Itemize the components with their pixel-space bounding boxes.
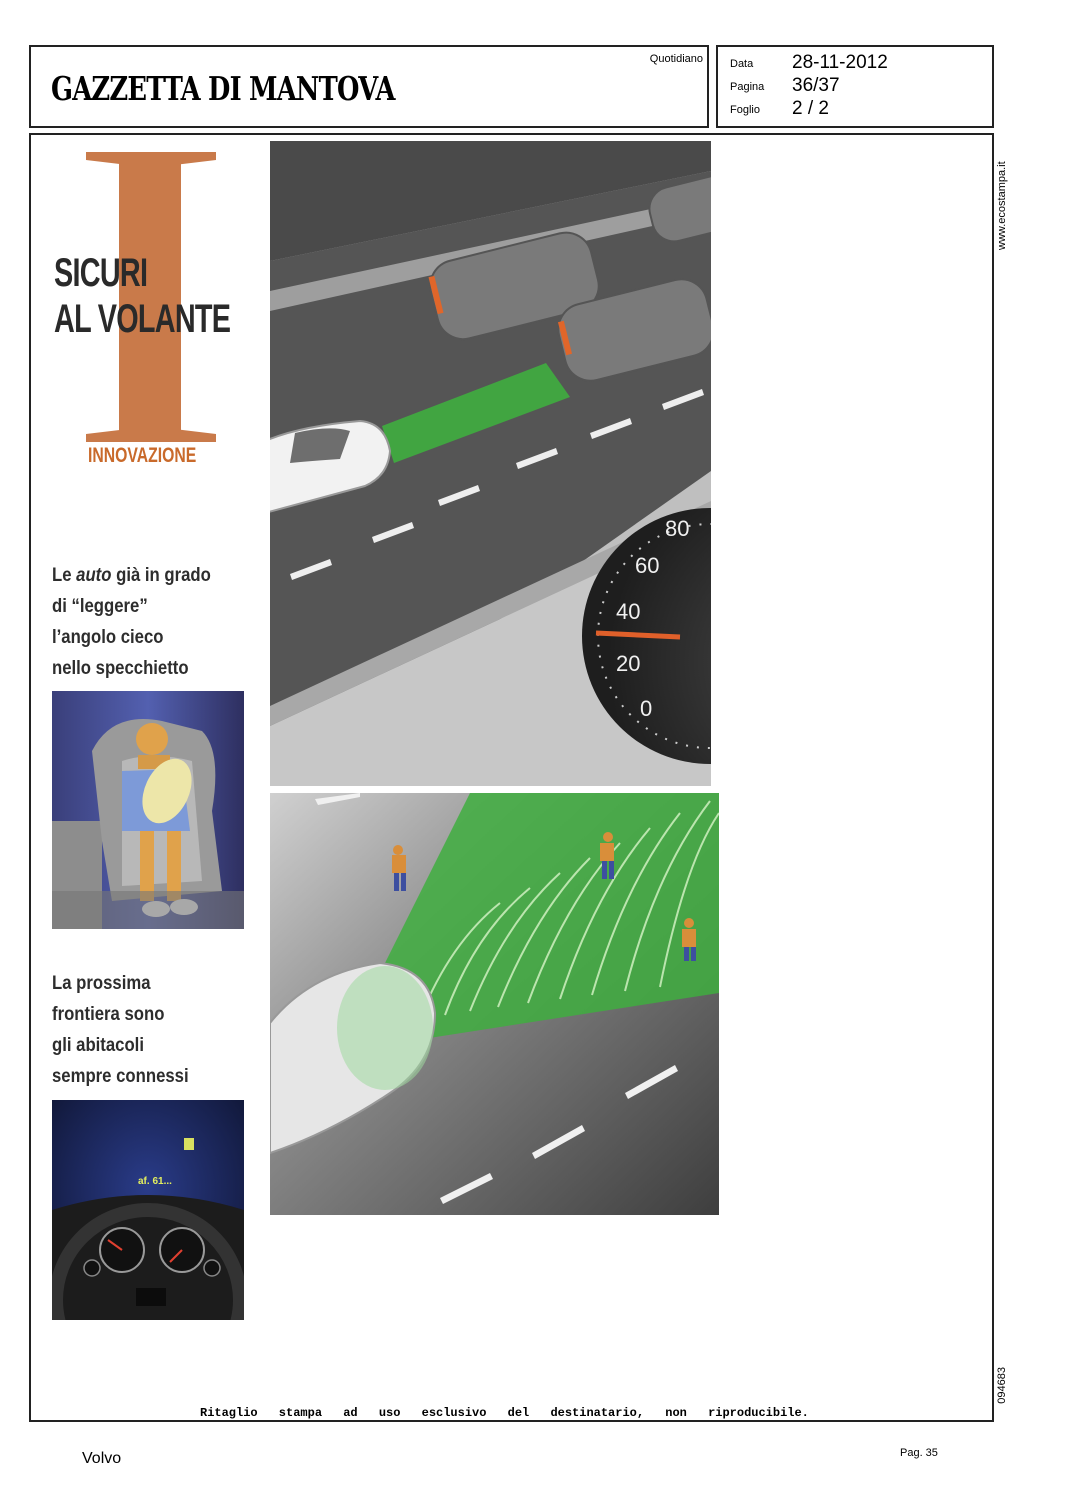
section-label: INNOVAZIONE [88,444,197,467]
section-title-line: AL VOLANTE [54,297,231,341]
caption-line: frontiera sono [52,1004,165,1025]
speedo-tick-label: 40 [616,599,641,624]
meta-label: Data [730,58,754,70]
source-label: Volvo [82,1450,122,1467]
dashboard-hud-photo [52,1100,244,1320]
hud-speed-readout: af. 61... [138,1176,172,1187]
meta-value: 28-11-2012 [792,52,888,73]
meta-label: Foglio [730,104,760,116]
publication-type: Quotidiano [649,53,703,65]
ecostampa-url: www.ecostampa.it [996,161,1008,250]
blind-spot-road-scene [270,141,711,786]
caption-line: Le auto già in grado [52,565,211,586]
meta-label: Pagina [730,81,765,93]
caption-connected-cabin [52,968,219,1092]
crash-test-dummy-photo [52,691,244,929]
caption-blind-spot [52,560,219,684]
reproduction-notice: Ritaglio stampa ad uso esclusivo del destinatario, non riproducibile. [200,1406,809,1420]
dashboard-illustration [52,1100,244,1320]
speedo-tick-label: 60 [635,553,660,578]
meta-row-sheet [730,98,990,120]
newspaper-masthead: GAZZETTA DI MANTOVA [51,69,395,108]
page-number: Pag. 35 [900,1447,938,1459]
meta-row-page [730,75,990,97]
caption-line: nello specchietto [52,658,189,679]
speedo-tick-label: 20 [616,651,641,676]
masthead-box [29,45,709,128]
section-title-line: SICURI [54,251,148,295]
meta-row-date [730,52,990,74]
caption-line: La prossima [52,973,151,994]
section-title [54,250,230,342]
clipping-code: 094683 [996,1367,1008,1404]
caption-line: l’angolo cieco [52,627,164,648]
pedestrian-detection-illustration [270,793,719,1215]
blind-spot-illustration [270,141,711,786]
speedo-tick-label: 80 [665,516,690,541]
caption-line: di “leggere” [52,596,148,617]
meta-value: 2 / 2 [792,98,829,119]
meta-value: 36/37 [792,75,840,96]
speedo-tick-label: 0 [640,696,653,721]
meta-box [716,45,994,128]
caption-line: sempre connessi [52,1066,189,1087]
caption-line: gli abitacoli [52,1035,144,1056]
